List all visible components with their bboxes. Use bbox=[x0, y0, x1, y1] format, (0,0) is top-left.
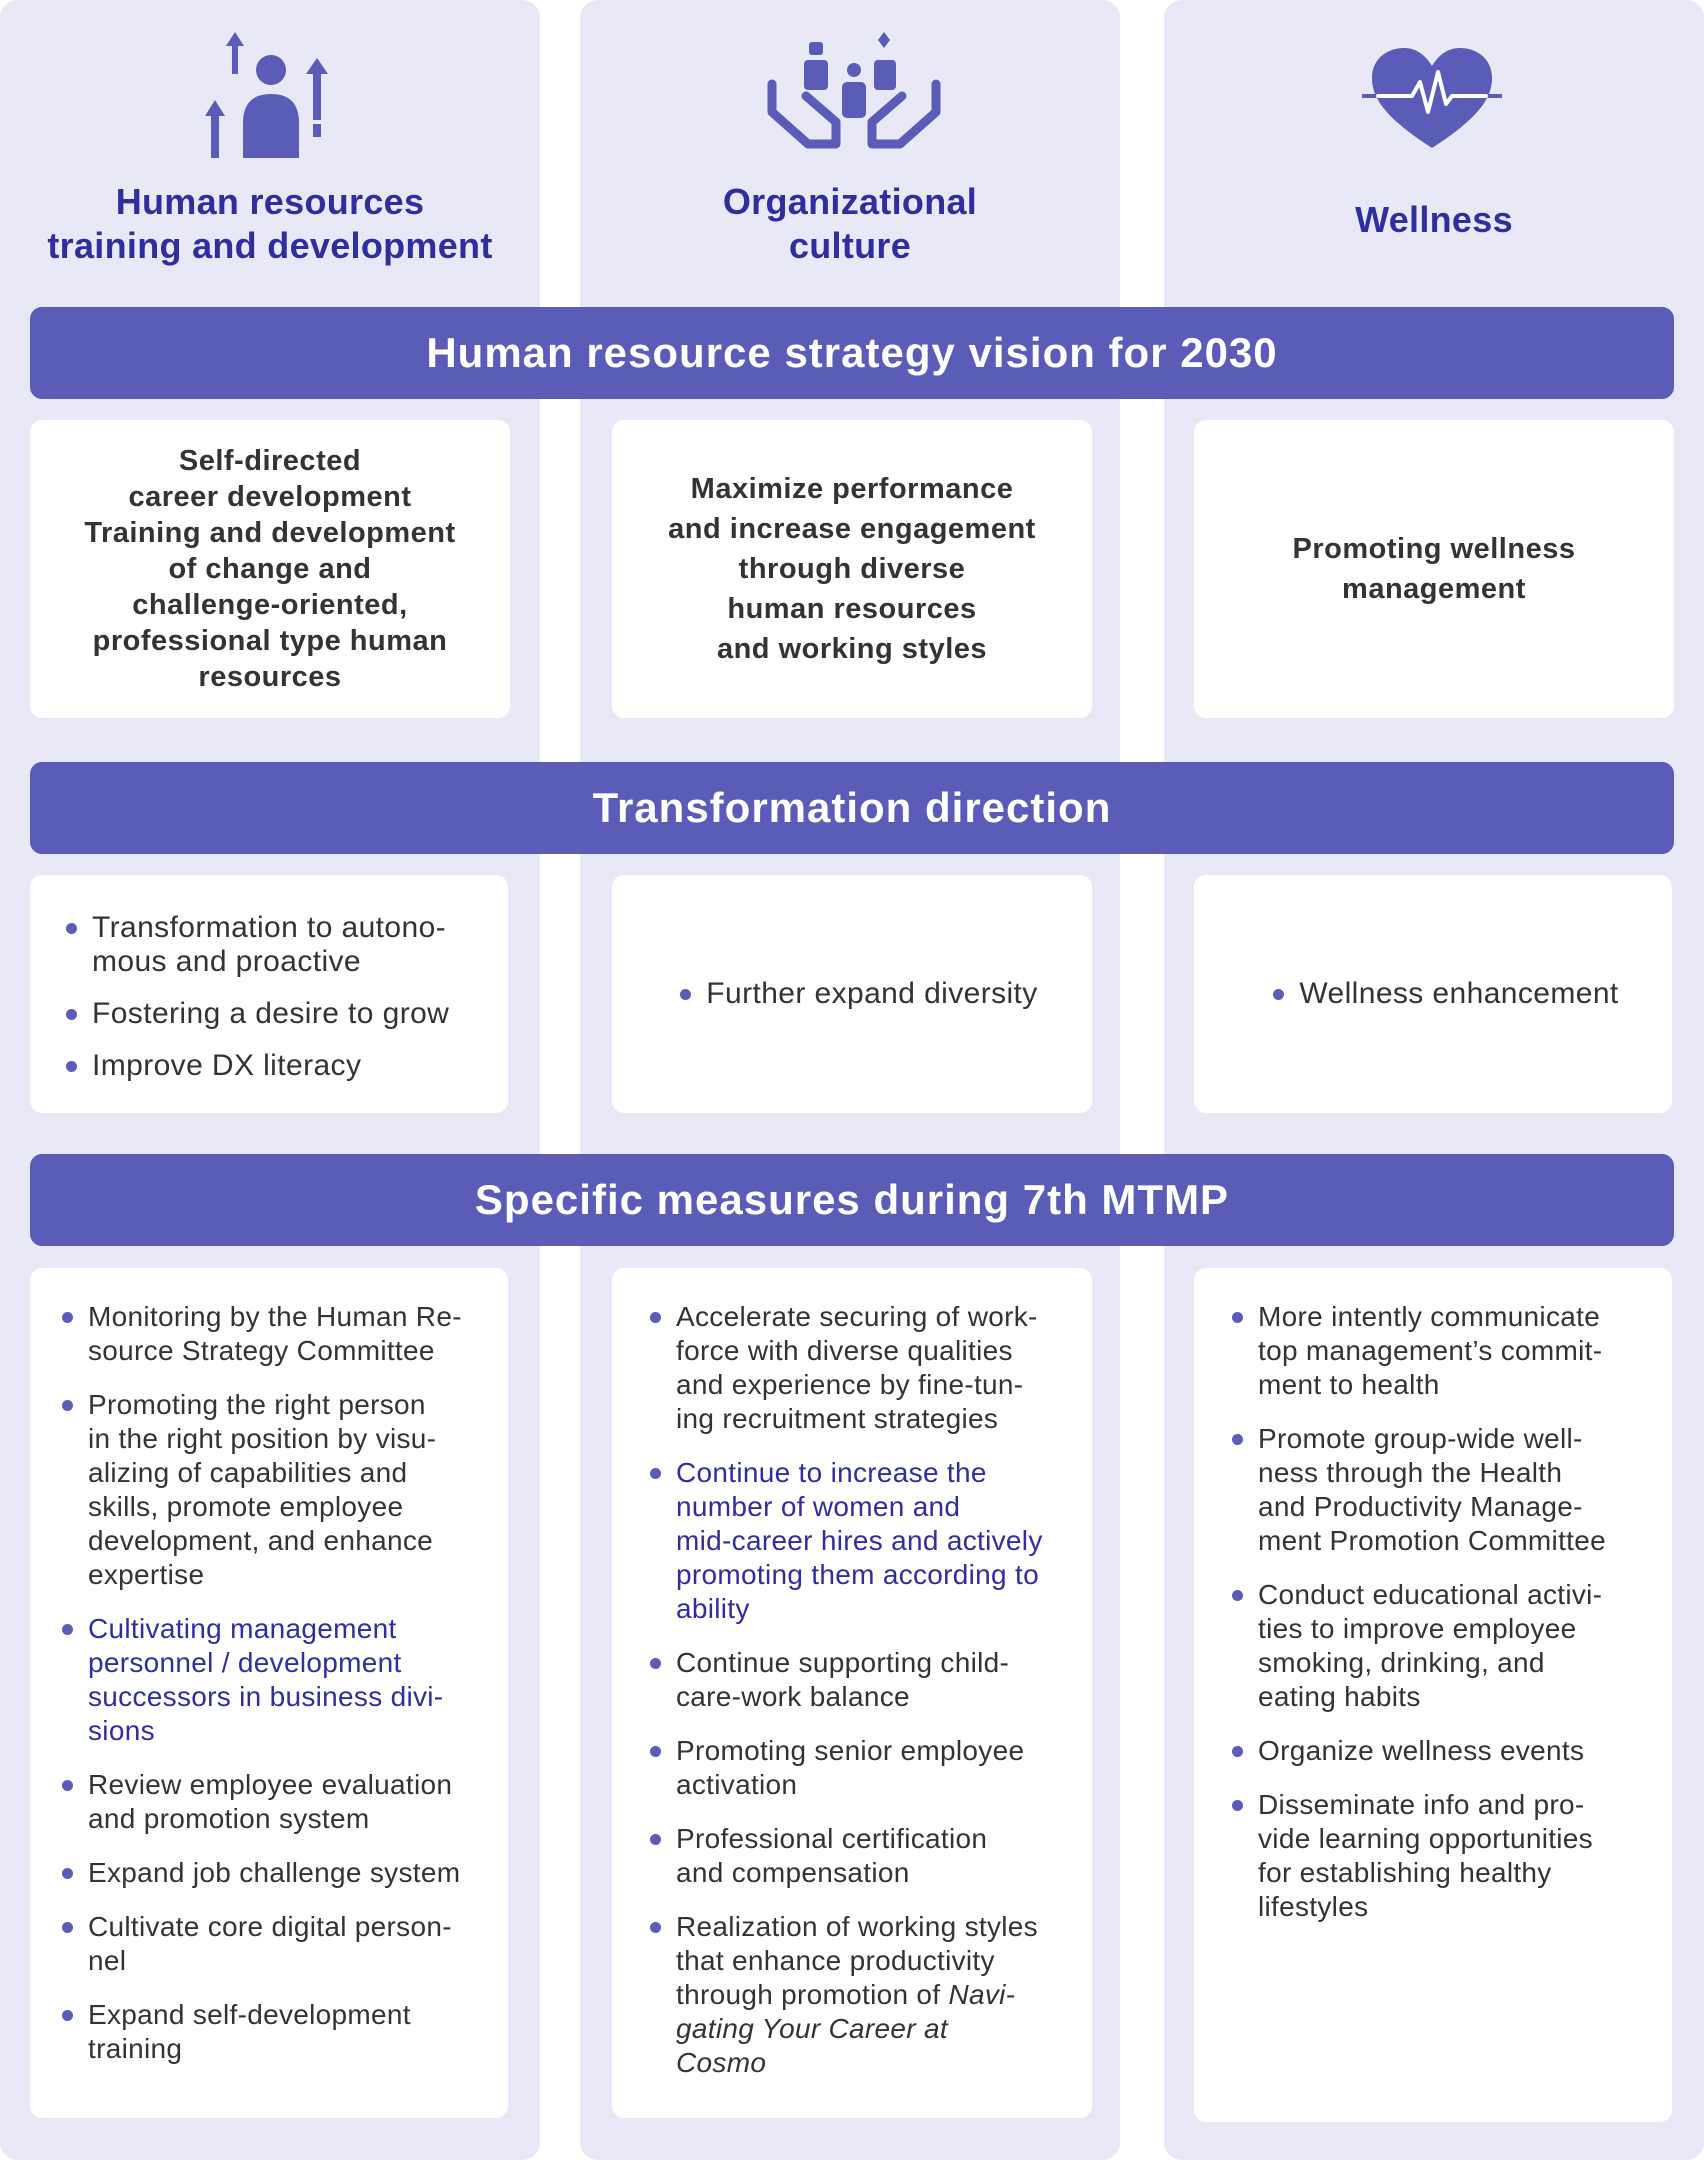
vision-card-culture bbox=[612, 420, 1092, 718]
column-title-wellness: Wellness bbox=[1355, 199, 1513, 240]
measure-item-italic-title: Navi- gating Your Career at Cosmo bbox=[676, 1979, 1016, 2078]
measure-item: Conduct educational activi- ties to improve employee smoking, drinking, and eating habits bbox=[1258, 1578, 1654, 1714]
measure-item: Review employee evaluation and promotion system bbox=[88, 1768, 490, 1836]
measure-item: Continue supporting child- care-work balance bbox=[676, 1646, 1074, 1714]
direction-item: Improve DX literacy bbox=[92, 1049, 488, 1083]
direction-card-culture bbox=[612, 875, 1092, 1113]
measures-card-wellness bbox=[1194, 1268, 1672, 2122]
measure-item-highlighted: Cultivating management personnel / development successors in business divi- sions bbox=[88, 1612, 490, 1748]
vision-card-hr bbox=[30, 420, 510, 718]
measure-item: More intently communicate top management’s commit- ment to health bbox=[1258, 1300, 1654, 1402]
measures-card-culture bbox=[612, 1268, 1092, 2118]
measure-item bbox=[676, 1910, 1074, 2080]
measure-item: Accelerate securing of work- force with diverse qualities and experience by fine-tun- ing recruitment strategies bbox=[676, 1300, 1074, 1436]
measure-item-highlighted: Continue to increase the number of women and mid-career hires and actively promoting them according to ability bbox=[676, 1456, 1074, 1626]
measure-item-text: Realization of working styles that enhance productivity through promotion of bbox=[676, 1911, 1038, 2010]
vision-text-hr: Self-directed career development Training and development of change and challenge-oriented, professional type human resources bbox=[84, 445, 456, 693]
measure-item: Monitoring by the Human Re- source Strategy Committee bbox=[88, 1300, 490, 1368]
hands-holding-people-icon bbox=[766, 32, 942, 152]
direction-band-label: Transformation direction bbox=[592, 784, 1112, 831]
measure-item: Organize wellness events bbox=[1258, 1734, 1654, 1768]
person-growth-arrows-icon bbox=[195, 28, 335, 158]
measure-item: Professional certification and compensation bbox=[676, 1822, 1074, 1890]
measures-card-hr bbox=[30, 1268, 508, 2118]
column-title-hr: Human resources training and development bbox=[47, 181, 493, 266]
measure-item: Expand job challenge system bbox=[88, 1856, 490, 1890]
direction-item: Transformation to autono- mous and proactive bbox=[92, 911, 488, 979]
vision-band bbox=[30, 307, 1674, 399]
direction-item: Further expand diversity bbox=[706, 977, 1038, 1010]
vision-band-label: Human resource strategy vision for 2030 bbox=[426, 329, 1278, 376]
vision-text-wellness: Promoting wellness management bbox=[1292, 533, 1576, 605]
measure-item: Promote group-wide well- ness through the Health and Productivity Manage- ment Promotion Committee bbox=[1258, 1422, 1654, 1558]
measure-item: Expand self-development training bbox=[88, 1998, 490, 2066]
measure-item: Cultivate core digital person- nel bbox=[88, 1910, 490, 1978]
direction-item: Wellness enhancement bbox=[1299, 977, 1619, 1010]
measures-band-label: Specific measures during 7th MTMP bbox=[474, 1176, 1230, 1223]
measure-item: Disseminate info and pro- vide learning opportunities for establishing healthy lifestyles bbox=[1258, 1788, 1654, 1924]
direction-item: Fostering a desire to grow bbox=[92, 997, 488, 1031]
heart-pulse-icon bbox=[1362, 44, 1502, 154]
direction-card-hr bbox=[30, 875, 508, 1113]
vision-card-wellness bbox=[1194, 420, 1674, 718]
column-title-culture: Organizational culture bbox=[722, 181, 978, 266]
direction-card-wellness bbox=[1194, 875, 1672, 1113]
measures-band bbox=[30, 1154, 1674, 1246]
vision-text-culture: Maximize performance and increase engagement through diverse human resources and working styles bbox=[668, 473, 1036, 665]
measure-item: Promoting the right person in the right position by visu- alizing of capabilities and skills, promote employee development, and enhance expertise bbox=[88, 1388, 490, 1592]
direction-band bbox=[30, 762, 1674, 854]
measure-item: Promoting senior employee activation bbox=[676, 1734, 1074, 1802]
